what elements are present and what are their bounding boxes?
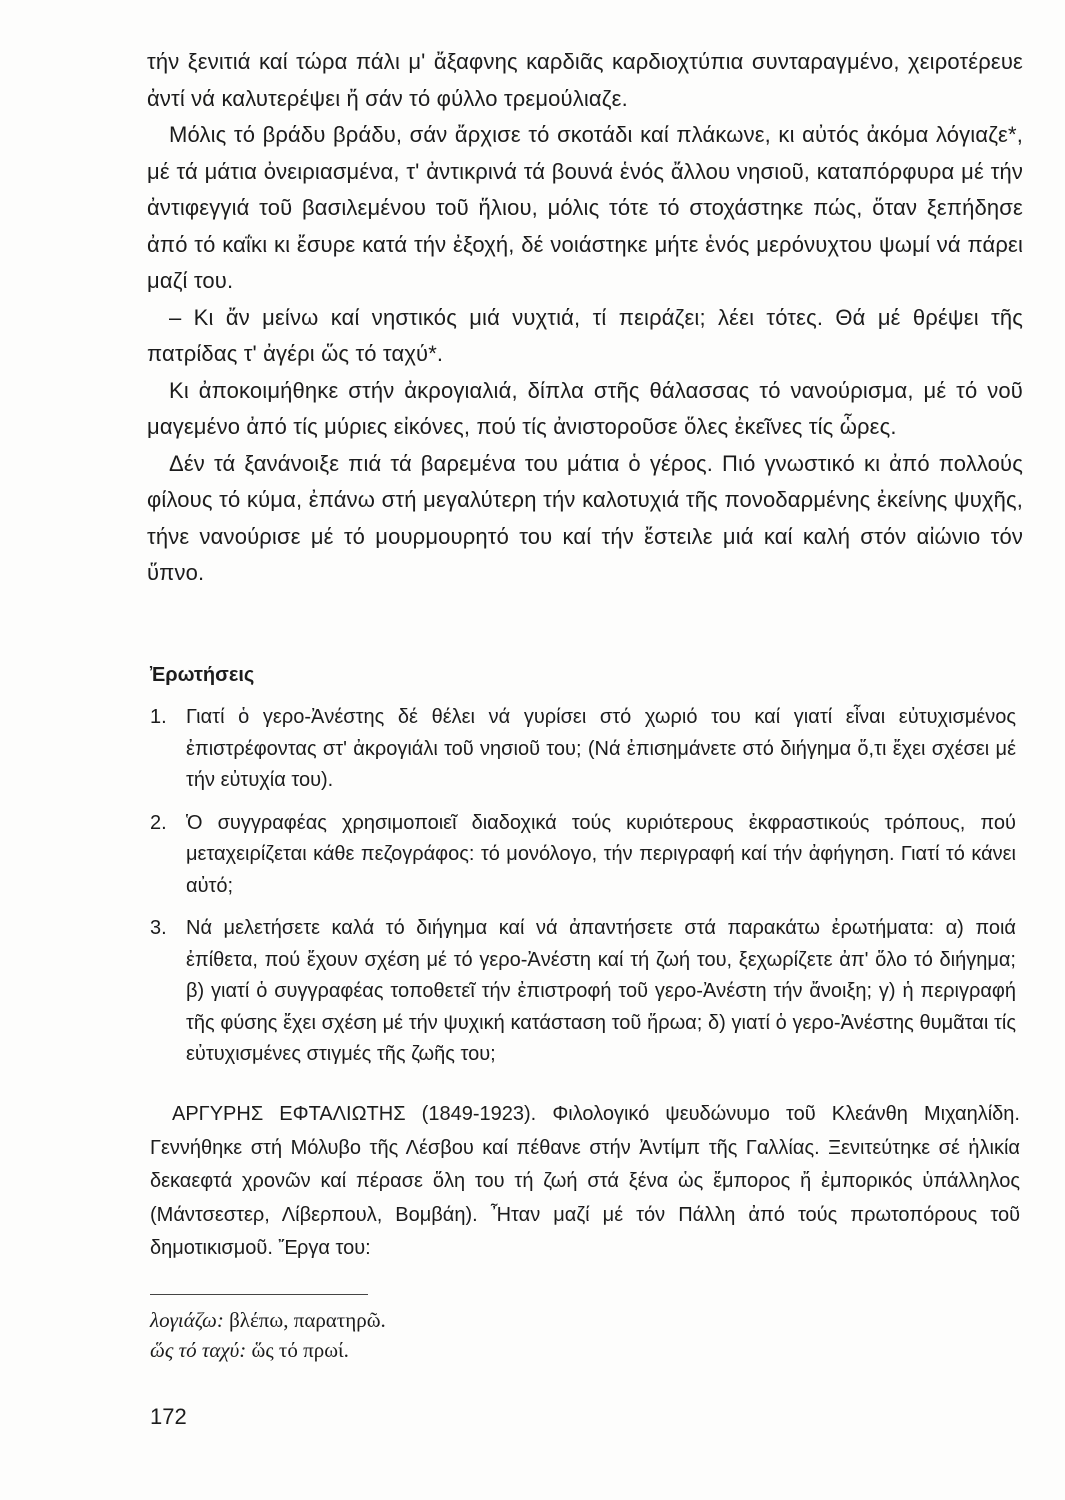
question-number: 1. xyxy=(150,706,167,728)
page-number: 172 xyxy=(150,1404,187,1429)
story-paragraph: τήν ξενιτιά καί τώρα πάλι μ' ἄξαφνης καρδιᾶς καρδιοχτύπια συνταραγμένο, χειροτέρευε ἀντί νά καλυτερέψει ἤ σάν τό φύλλο τρεμούλιαζε. xyxy=(147,49,1023,111)
question-number: 3. xyxy=(150,917,167,939)
question-item xyxy=(150,808,1016,903)
question-text: Γιατί ὁ γερο-Ἀνέστης δέ θέλει νά γυρίσει στό χωριό του καί γιατί εἶναι εὐτυχισμένος ἐπιστρέφοντας στ' ἀκρογιάλι τοῦ νησιοῦ του; (Νά ἐπισημάνετε στό διήγημα ὅ,τι ἔχει σχέσει μέ τήν εὐτυχία του). xyxy=(186,706,1016,791)
story-paragraph: Μόλις τό βράδυ βράδυ, σάν ἄρχισε τό σκοτάδι καί πλάκωνε, κι αὐτός ἀκόμα λόγιαζε*, μέ τά μάτια ὀνειριασμένα, τ' ἀντικρινά τά βουνά ἑνός ἄλλου νησιοῦ, καταπόρφυρα μέ τήν ἀντιφεγγιά τοῦ βασιλεμένου τοῦ ἥλιου, μόλις τότε τό στοχάστηκε πώς, ὅταν ξεπήδησε ἀπό τό καΐκι κι ἔσυρε κατά τήν ἐξοχή, δέ νοιάστηκε μήτε ἑνός μερόνυχτου ψωμί νά πάρει μαζί του. xyxy=(147,122,1023,293)
author-biography: ΑΡΓΥΡΗΣ ΕΦΤΑΛΙΩΤΗΣ (1849-1923). Φιλολογικό ψευδώνυμο τοῦ Κλεάνθη Μιχαηλίδη. Γεννήθηκε στή Μόλυβο τῆς Λέσβου καί πέθανε στήν Ἀντίμπ τῆς Γαλλίας. Ξενιτεύτηκε σέ ἡλικία δεκαεφτά χρονῶν καί πέρασε ὅλη του τή ζωή στά ξένα ὡς ἔμπορος ἤ ἐμπορικός ὑπάλληλος (Μάντσεστερ, Λίβερπουλ, Βομβάη). Ἦταν μαζί μέ τόν Πάλλη ἀπό τούς πρωτοπόρους τοῦ δημοτικισμοῦ. Ἔργα του: xyxy=(150,1103,1020,1259)
questions-heading: Ἐρωτήσεις xyxy=(150,664,255,686)
story-text xyxy=(147,44,1023,592)
footnote xyxy=(150,1305,750,1335)
question-item xyxy=(150,913,1016,1071)
footnote-term: λογιάζω: xyxy=(150,1308,224,1332)
footnote-term: ὥς τό ταχύ: xyxy=(150,1338,247,1362)
question-text: Νά μελετήσετε καλά τό διήγημα καί νά ἀπαντήσετε στά παρακάτω ἐρωτήματα: α) ποιά ἐπίθετα, πού ἔχουν σχέση μέ τό γερο-Ἀνέστη καί τή ζωή του, ξεχωρίζετε ἀπ' ὅλο τό διήγημα; β) γιατί ὁ συγγραφέας τοποθετεῖ τήν ἐπιστροφή τοῦ γερο-Ἀνέστη τήν ἄνοιξη; γ) ἡ περιγραφή τῆς φύσης ἔχει σχέση μέ τήν ψυχική κατάσταση τοῦ ἥρωα; δ) γιατί ὁ γερο-Ἀνέστης θυμᾶται τίς εὐτυχισμένες στιγμές τῆς ζωῆς του; xyxy=(186,917,1016,1065)
questions-list xyxy=(150,702,1016,1082)
question-text: Ὁ συγγραφέας χρησιμοποιεῖ διαδοχικά τούς κυριότερους ἐκφραστικούς τρόπους, πού μεταχειρίζεται κάθε πεζογράφος: τό μονόλογο, τήν περιγραφή καί τήν ἀφήγηση. Γιατί τό κάνει αὐτό; xyxy=(186,811,1016,897)
story-paragraph: Κι ἀποκοιμήθηκε στήν ἀκρογιαλιά, δίπλα στῆς θάλασσας τό νανούρισμα, μέ τό νοῦ μαγεμένο ἀπό τίς μύριες εἰκόνες, πού τίς ἀνιστοροῦσε ὅλες ἐκεῖνες τίς ὧρες. xyxy=(147,377,1023,439)
footnotes xyxy=(150,1305,750,1365)
footnote xyxy=(150,1335,750,1365)
story-paragraph: Δέν τά ξανάνοιξε πιά τά βαρεμένα του μάτια ὁ γέρος. Πιό γνωστικό κι ἀπό πολλούς φίλους τό κύμα, ἐπάνω στή μεγαλύτερη τήν καλοτυχιά τῆς πονοδαρμένης ἐκείνης ψυχῆς, τήνε νανούρισε μέ τό μουρμουρητό του καί τήν ἔστειλε μιά καί καλή στόν αἰώνιο τόν ὕπνο. xyxy=(147,450,1023,585)
question-number: 2. xyxy=(150,811,167,834)
footnote-definition: ὥς τό πρωί. xyxy=(251,1338,349,1362)
footnote-definition: βλέπω, παρατηρῶ. xyxy=(229,1308,386,1332)
dialogue-paragraph: – Κι ἄν μείνω καί νηστικός μιά νυχτιά, τί πειράζει; λέει τότες. Θά μέ θρέψει τῆς πατρίδας τ' ἀγέρι ὥς τό ταχύ*. xyxy=(147,304,1023,366)
footnote-divider xyxy=(150,1294,368,1295)
question-item xyxy=(150,702,1016,797)
